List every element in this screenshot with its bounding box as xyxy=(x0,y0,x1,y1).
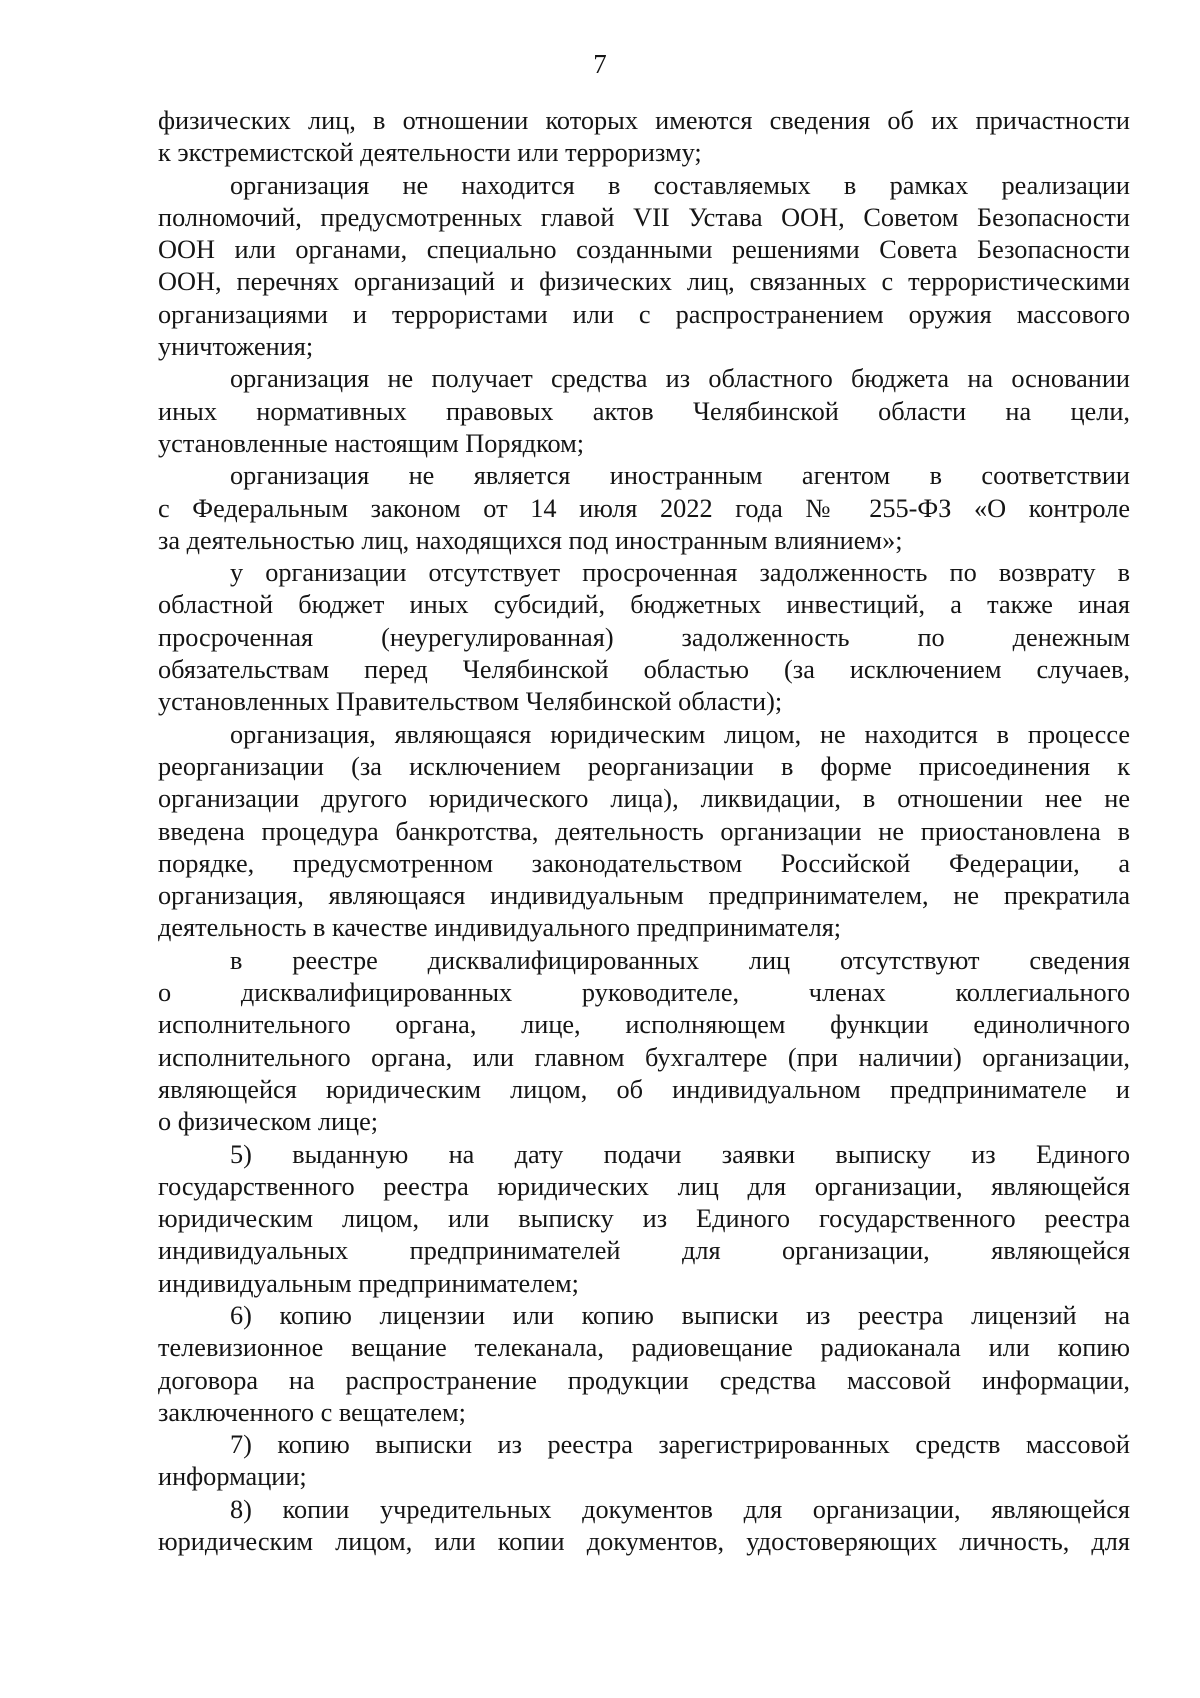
paragraph-line: полномочий, предусмотренных главой VII Устава ООН, Советом Безопасности xyxy=(158,202,1130,232)
paragraph-line: телевизионное вещание телеканала, радиовещание радиоканала или копию xyxy=(158,1333,1130,1363)
paragraph-line: установленных Правительством Челябинской области); xyxy=(158,687,783,717)
paragraph-line: у организации отсутствует просроченная задолженность по возврату в xyxy=(230,558,1130,588)
paragraph-line: договора на распространение продукции средства массовой информации, xyxy=(158,1365,1130,1395)
paragraph-line: организация, являющаяся индивидуальным предпринимателем, не прекратила xyxy=(158,881,1130,911)
paragraph xyxy=(158,1494,1130,1559)
paragraph xyxy=(158,363,1130,460)
paragraph-line: иных нормативных правовых актов Челябинской области на цели, xyxy=(158,396,1130,426)
paragraph xyxy=(158,460,1130,557)
paragraph-line: областной бюджет иных субсидий, бюджетных инвестиций, а также иная xyxy=(158,590,1130,620)
paragraph-line: информации; xyxy=(158,1462,307,1492)
paragraph-line: за деятельностью лиц, находящихся под иностранным влиянием»; xyxy=(158,525,903,555)
paragraph-line: о физическом лице; xyxy=(158,1107,379,1137)
paragraph-line: организациями и террористами или с распространением оружия массового xyxy=(158,299,1130,329)
paragraph-line: реорганизации (за исключением реорганизации в форме присоединения к xyxy=(158,751,1130,781)
paragraph-line: с Федеральным законом от 14 июля 2022 года № 255-ФЗ «О контроле xyxy=(158,493,1130,523)
paragraph xyxy=(158,1300,1130,1429)
paragraph xyxy=(158,170,1130,364)
paragraph-line: установленные настоящим Порядком; xyxy=(158,428,585,458)
paragraph-line: государственного реестра юридических лиц для организации, являющейся xyxy=(158,1171,1130,1201)
paragraph xyxy=(158,557,1130,718)
paragraph-line: юридическим лицом, или копии документов, удостоверяющих личность, для xyxy=(158,1527,1130,1557)
document-body xyxy=(158,105,1130,1558)
paragraph-line: 5) выданную на дату подачи заявки выписку из Единого xyxy=(230,1139,1130,1169)
paragraph-line: к экстремистской деятельности или терроризму; xyxy=(158,138,702,168)
paragraph-line: индивидуальных предпринимателей для организации, являющейся xyxy=(158,1236,1130,1266)
paragraph-line: порядке, предусмотренном законодательством Российской Федерации, а xyxy=(158,848,1130,878)
paragraph-line: являющейся юридическим лицом, об индивидуальном предпринимателе и xyxy=(158,1074,1130,1104)
paragraph-line: уничтожения; xyxy=(158,332,314,362)
paragraph xyxy=(158,1429,1130,1494)
paragraph-line: заключенного с вещателем; xyxy=(158,1397,466,1427)
paragraph xyxy=(158,1139,1130,1300)
page-number: 7 xyxy=(593,49,607,79)
paragraph-line: исполнительного органа, лице, исполняющем функции единоличного xyxy=(158,1010,1130,1040)
paragraph-line: просроченная (неурегулированная) задолженность по денежным xyxy=(158,622,1130,652)
paragraph-line: организации другого юридического лица), ликвидации, в отношении нее не xyxy=(158,784,1130,814)
paragraph-line: индивидуальным предпринимателем; xyxy=(158,1268,579,1298)
paragraph-line: организация не является иностранным агентом в соответствии xyxy=(230,461,1130,491)
paragraph-line: физических лиц, в отношении которых имеются сведения об их причастности xyxy=(158,106,1130,135)
paragraph-line: введена процедура банкротства, деятельность организации не приостановлена в xyxy=(158,816,1130,846)
paragraph-line: деятельность в качестве индивидуального предпринимателя; xyxy=(158,913,842,943)
paragraph-line: юридическим лицом, или выписку из Единого государственного реестра xyxy=(158,1204,1130,1234)
paragraph-line: 8) копии учредительных документов для организации, являющейся xyxy=(230,1494,1130,1524)
paragraph-line: 6) копию лицензии или копию выписки из реестра лицензий на xyxy=(230,1300,1130,1330)
paragraph-line: организация, являющаяся юридическим лицом, не находится в процессе xyxy=(230,719,1130,749)
paragraph-line: ООН, перечнях организаций и физических лиц, связанных с террористическими xyxy=(158,267,1130,297)
paragraph xyxy=(158,719,1130,945)
paragraph-line: обязательствам перед Челябинской областью (за исключением случаев, xyxy=(158,655,1130,685)
paragraph-line: в реестре дисквалифицированных лиц отсутствуют сведения xyxy=(230,945,1130,975)
paragraph xyxy=(158,105,1130,170)
paragraph-line: о дисквалифицированных руководителе, членах коллегиального xyxy=(158,978,1130,1008)
paragraph xyxy=(158,945,1130,1139)
paragraph-line: организация не находится в составляемых в рамках реализации xyxy=(230,170,1130,200)
paragraph-line: организация не получает средства из областного бюджета на основании xyxy=(230,364,1130,394)
paragraph-line: 7) копию выписки из реестра зарегистрированных средств массовой xyxy=(230,1430,1130,1460)
paragraph-line: исполнительного органа, или главном бухгалтере (при наличии) организации, xyxy=(158,1042,1130,1072)
paragraph-line: ООН или органами, специально созданными решениями Совета Безопасности xyxy=(158,235,1130,265)
